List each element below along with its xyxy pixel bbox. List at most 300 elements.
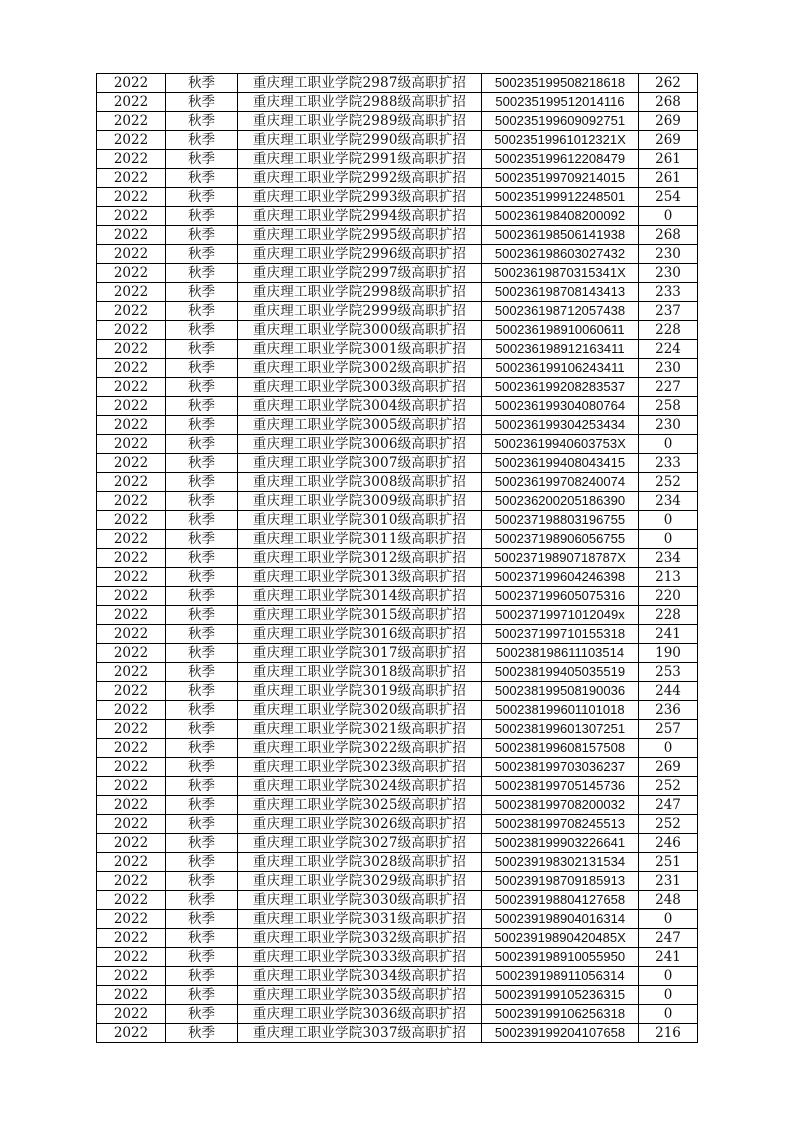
year-cell: 2022 xyxy=(97,188,166,207)
table-row xyxy=(97,131,698,150)
year-cell: 2022 xyxy=(97,549,166,568)
class-name-cell: 重庆理工职业学院3021级高职扩招 xyxy=(238,720,482,739)
table-row xyxy=(97,758,698,777)
year-cell: 2022 xyxy=(97,720,166,739)
score-cell: 261 xyxy=(639,169,698,188)
score-table xyxy=(96,73,698,1043)
season-cell: 秋季 xyxy=(166,93,238,112)
score-cell: 0 xyxy=(639,986,698,1005)
class-name-cell: 重庆理工职业学院3029级高职扩招 xyxy=(238,872,482,891)
id-number-cell: 500235199508218618 xyxy=(482,74,639,93)
year-cell: 2022 xyxy=(97,226,166,245)
class-name-cell: 重庆理工职业学院3004级高职扩招 xyxy=(238,397,482,416)
id-number-cell: 500239198302131534 xyxy=(482,853,639,872)
season-cell: 秋季 xyxy=(166,549,238,568)
id-number-cell: 500236198912163411 xyxy=(482,340,639,359)
class-name-cell: 重庆理工职业学院3028级高职扩招 xyxy=(238,853,482,872)
id-number-cell: 500236198603027432 xyxy=(482,245,639,264)
table-row xyxy=(97,74,698,93)
score-cell: 237 xyxy=(639,302,698,321)
score-cell: 0 xyxy=(639,910,698,929)
score-cell: 0 xyxy=(639,1005,698,1024)
score-cell: 213 xyxy=(639,568,698,587)
table-row xyxy=(97,302,698,321)
class-name-cell: 重庆理工职业学院3002级高职扩招 xyxy=(238,359,482,378)
class-name-cell: 重庆理工职业学院3018级高职扩招 xyxy=(238,663,482,682)
score-cell: 233 xyxy=(639,454,698,473)
id-number-cell: 50023719971012049x xyxy=(482,606,639,625)
table-row xyxy=(97,777,698,796)
class-name-cell: 重庆理工职业学院3027级高职扩招 xyxy=(238,834,482,853)
class-name-cell: 重庆理工职业学院2992级高职扩招 xyxy=(238,169,482,188)
table-row xyxy=(97,340,698,359)
id-number-cell: 500238199601307251 xyxy=(482,720,639,739)
year-cell: 2022 xyxy=(97,739,166,758)
class-name-cell: 重庆理工职业学院3022级高职扩招 xyxy=(238,739,482,758)
id-number-cell: 500238199405035519 xyxy=(482,663,639,682)
season-cell: 秋季 xyxy=(166,74,238,93)
id-number-cell: 500239198904016314 xyxy=(482,910,639,929)
score-cell: 228 xyxy=(639,606,698,625)
season-cell: 秋季 xyxy=(166,1005,238,1024)
score-cell: 268 xyxy=(639,226,698,245)
year-cell: 2022 xyxy=(97,74,166,93)
id-number-cell: 50023519961012321X xyxy=(482,131,639,150)
season-cell: 秋季 xyxy=(166,663,238,682)
year-cell: 2022 xyxy=(97,853,166,872)
season-cell: 秋季 xyxy=(166,682,238,701)
year-cell: 2022 xyxy=(97,530,166,549)
class-name-cell: 重庆理工职业学院2996级高职扩招 xyxy=(238,245,482,264)
season-cell: 秋季 xyxy=(166,587,238,606)
class-name-cell: 重庆理工职业学院3025级高职扩招 xyxy=(238,796,482,815)
year-cell: 2022 xyxy=(97,264,166,283)
year-cell: 2022 xyxy=(97,663,166,682)
year-cell: 2022 xyxy=(97,359,166,378)
year-cell: 2022 xyxy=(97,1024,166,1043)
class-name-cell: 重庆理工职业学院3019级高职扩招 xyxy=(238,682,482,701)
class-name-cell: 重庆理工职业学院2999级高职扩招 xyxy=(238,302,482,321)
season-cell: 秋季 xyxy=(166,644,238,663)
class-name-cell: 重庆理工职业学院3010级高职扩招 xyxy=(238,511,482,530)
id-number-cell: 500239198804127658 xyxy=(482,891,639,910)
score-cell: 230 xyxy=(639,245,698,264)
table-row xyxy=(97,682,698,701)
id-number-cell: 500236198506141938 xyxy=(482,226,639,245)
year-cell: 2022 xyxy=(97,777,166,796)
season-cell: 秋季 xyxy=(166,815,238,834)
score-cell: 254 xyxy=(639,188,698,207)
season-cell: 秋季 xyxy=(166,188,238,207)
year-cell: 2022 xyxy=(97,815,166,834)
year-cell: 2022 xyxy=(97,340,166,359)
score-cell: 0 xyxy=(639,511,698,530)
year-cell: 2022 xyxy=(97,587,166,606)
season-cell: 秋季 xyxy=(166,910,238,929)
year-cell: 2022 xyxy=(97,986,166,1005)
class-name-cell: 重庆理工职业学院3017级高职扩招 xyxy=(238,644,482,663)
class-name-cell: 重庆理工职业学院3026级高职扩招 xyxy=(238,815,482,834)
class-name-cell: 重庆理工职业学院3003级高职扩招 xyxy=(238,378,482,397)
score-cell: 0 xyxy=(639,530,698,549)
class-name-cell: 重庆理工职业学院3008级高职扩招 xyxy=(238,473,482,492)
score-cell: 0 xyxy=(639,435,698,454)
year-cell: 2022 xyxy=(97,872,166,891)
id-number-cell: 500237198906056755 xyxy=(482,530,639,549)
season-cell: 秋季 xyxy=(166,321,238,340)
table-row xyxy=(97,112,698,131)
id-number-cell: 500236198910060611 xyxy=(482,321,639,340)
score-cell: 241 xyxy=(639,948,698,967)
year-cell: 2022 xyxy=(97,758,166,777)
year-cell: 2022 xyxy=(97,701,166,720)
season-cell: 秋季 xyxy=(166,397,238,416)
score-cell: 220 xyxy=(639,587,698,606)
table-row xyxy=(97,1005,698,1024)
class-name-cell: 重庆理工职业学院2997级高职扩招 xyxy=(238,264,482,283)
table-row xyxy=(97,511,698,530)
season-cell: 秋季 xyxy=(166,511,238,530)
class-name-cell: 重庆理工职业学院2987级高职扩招 xyxy=(238,74,482,93)
class-name-cell: 重庆理工职业学院3012级高职扩招 xyxy=(238,549,482,568)
score-cell: 257 xyxy=(639,720,698,739)
table-row xyxy=(97,283,698,302)
year-cell: 2022 xyxy=(97,606,166,625)
score-cell: 247 xyxy=(639,796,698,815)
score-cell: 246 xyxy=(639,834,698,853)
season-cell: 秋季 xyxy=(166,245,238,264)
year-cell: 2022 xyxy=(97,112,166,131)
score-cell: 216 xyxy=(639,1024,698,1043)
id-number-cell: 500237198803196755 xyxy=(482,511,639,530)
id-number-cell: 500237199605075316 xyxy=(482,587,639,606)
table-row xyxy=(97,625,698,644)
id-number-cell: 500237199710155318 xyxy=(482,625,639,644)
year-cell: 2022 xyxy=(97,397,166,416)
score-cell: 247 xyxy=(639,929,698,948)
score-cell: 269 xyxy=(639,131,698,150)
id-number-cell: 500239199105236315 xyxy=(482,986,639,1005)
class-name-cell: 重庆理工职业学院3011级高职扩招 xyxy=(238,530,482,549)
id-number-cell: 500236199106243411 xyxy=(482,359,639,378)
score-cell: 269 xyxy=(639,112,698,131)
id-number-cell: 50023919890420485X xyxy=(482,929,639,948)
id-number-cell: 500238199703036237 xyxy=(482,758,639,777)
season-cell: 秋季 xyxy=(166,150,238,169)
class-name-cell: 重庆理工职业学院3009级高职扩招 xyxy=(238,492,482,511)
score-cell: 230 xyxy=(639,416,698,435)
class-name-cell: 重庆理工职业学院3032级高职扩招 xyxy=(238,929,482,948)
class-name-cell: 重庆理工职业学院3006级高职扩招 xyxy=(238,435,482,454)
score-table-body xyxy=(97,74,698,1043)
table-row xyxy=(97,321,698,340)
table-row xyxy=(97,169,698,188)
year-cell: 2022 xyxy=(97,150,166,169)
score-cell: 0 xyxy=(639,207,698,226)
year-cell: 2022 xyxy=(97,796,166,815)
year-cell: 2022 xyxy=(97,416,166,435)
table-row xyxy=(97,948,698,967)
class-name-cell: 重庆理工职业学院3016级高职扩招 xyxy=(238,625,482,644)
year-cell: 2022 xyxy=(97,682,166,701)
id-number-cell: 500236199408043415 xyxy=(482,454,639,473)
score-cell: 269 xyxy=(639,758,698,777)
year-cell: 2022 xyxy=(97,568,166,587)
id-number-cell: 500238199903226641 xyxy=(482,834,639,853)
season-cell: 秋季 xyxy=(166,112,238,131)
table-row xyxy=(97,967,698,986)
class-name-cell: 重庆理工职业学院3000级高职扩招 xyxy=(238,321,482,340)
year-cell: 2022 xyxy=(97,321,166,340)
season-cell: 秋季 xyxy=(166,454,238,473)
table-row xyxy=(97,815,698,834)
year-cell: 2022 xyxy=(97,511,166,530)
id-number-cell: 500236199208283537 xyxy=(482,378,639,397)
score-cell: 241 xyxy=(639,625,698,644)
id-number-cell: 500239199106256318 xyxy=(482,1005,639,1024)
id-number-cell: 500238199708245513 xyxy=(482,815,639,834)
id-number-cell: 50023619870315341X xyxy=(482,264,639,283)
season-cell: 秋季 xyxy=(166,948,238,967)
season-cell: 秋季 xyxy=(166,473,238,492)
season-cell: 秋季 xyxy=(166,1024,238,1043)
class-name-cell: 重庆理工职业学院2993级高职扩招 xyxy=(238,188,482,207)
season-cell: 秋季 xyxy=(166,416,238,435)
id-number-cell: 500238199705145736 xyxy=(482,777,639,796)
season-cell: 秋季 xyxy=(166,796,238,815)
season-cell: 秋季 xyxy=(166,378,238,397)
year-cell: 2022 xyxy=(97,492,166,511)
table-row xyxy=(97,416,698,435)
score-cell: 258 xyxy=(639,397,698,416)
season-cell: 秋季 xyxy=(166,340,238,359)
season-cell: 秋季 xyxy=(166,986,238,1005)
season-cell: 秋季 xyxy=(166,967,238,986)
class-name-cell: 重庆理工职业学院3023级高职扩招 xyxy=(238,758,482,777)
year-cell: 2022 xyxy=(97,644,166,663)
table-row xyxy=(97,929,698,948)
score-cell: 261 xyxy=(639,150,698,169)
score-cell: 248 xyxy=(639,891,698,910)
id-number-cell: 500236200205186390 xyxy=(482,492,639,511)
id-number-cell: 500238199508190036 xyxy=(482,682,639,701)
season-cell: 秋季 xyxy=(166,568,238,587)
id-number-cell: 500239198910055950 xyxy=(482,948,639,967)
table-row xyxy=(97,93,698,112)
table-row xyxy=(97,454,698,473)
season-cell: 秋季 xyxy=(166,283,238,302)
id-number-cell: 500239199204107658 xyxy=(482,1024,639,1043)
id-number-cell: 500238198611103514 xyxy=(482,644,639,663)
score-cell: 252 xyxy=(639,815,698,834)
year-cell: 2022 xyxy=(97,834,166,853)
season-cell: 秋季 xyxy=(166,701,238,720)
season-cell: 秋季 xyxy=(166,226,238,245)
year-cell: 2022 xyxy=(97,625,166,644)
score-cell: 253 xyxy=(639,663,698,682)
id-number-cell: 500236199708240074 xyxy=(482,473,639,492)
year-cell: 2022 xyxy=(97,245,166,264)
table-row xyxy=(97,492,698,511)
table-row xyxy=(97,226,698,245)
season-cell: 秋季 xyxy=(166,929,238,948)
class-name-cell: 重庆理工职业学院2988级高职扩招 xyxy=(238,93,482,112)
year-cell: 2022 xyxy=(97,967,166,986)
table-row xyxy=(97,264,698,283)
table-row xyxy=(97,663,698,682)
table-row xyxy=(97,796,698,815)
season-cell: 秋季 xyxy=(166,264,238,283)
year-cell: 2022 xyxy=(97,169,166,188)
year-cell: 2022 xyxy=(97,1005,166,1024)
year-cell: 2022 xyxy=(97,378,166,397)
table-row xyxy=(97,188,698,207)
table-row xyxy=(97,245,698,264)
class-name-cell: 重庆理工职业学院3033级高职扩招 xyxy=(238,948,482,967)
season-cell: 秋季 xyxy=(166,359,238,378)
id-number-cell: 500239198709185913 xyxy=(482,872,639,891)
score-cell: 231 xyxy=(639,872,698,891)
id-number-cell: 500238199608157508 xyxy=(482,739,639,758)
table-row xyxy=(97,568,698,587)
id-number-cell: 500236198712057438 xyxy=(482,302,639,321)
id-number-cell: 500238199708200032 xyxy=(482,796,639,815)
table-row xyxy=(97,872,698,891)
table-row xyxy=(97,834,698,853)
class-name-cell: 重庆理工职业学院3014级高职扩招 xyxy=(238,587,482,606)
year-cell: 2022 xyxy=(97,929,166,948)
table-row xyxy=(97,644,698,663)
table-row xyxy=(97,207,698,226)
score-cell: 227 xyxy=(639,378,698,397)
season-cell: 秋季 xyxy=(166,207,238,226)
score-cell: 236 xyxy=(639,701,698,720)
table-row xyxy=(97,986,698,1005)
score-cell: 234 xyxy=(639,492,698,511)
score-cell: 252 xyxy=(639,473,698,492)
table-row xyxy=(97,549,698,568)
season-cell: 秋季 xyxy=(166,131,238,150)
year-cell: 2022 xyxy=(97,207,166,226)
season-cell: 秋季 xyxy=(166,435,238,454)
id-number-cell: 500235199709214015 xyxy=(482,169,639,188)
table-row xyxy=(97,1024,698,1043)
season-cell: 秋季 xyxy=(166,872,238,891)
score-cell: 234 xyxy=(639,549,698,568)
class-name-cell: 重庆理工职业学院3034级高职扩招 xyxy=(238,967,482,986)
class-name-cell: 重庆理工职业学院3005级高职扩招 xyxy=(238,416,482,435)
year-cell: 2022 xyxy=(97,93,166,112)
id-number-cell: 500236199304080764 xyxy=(482,397,639,416)
table-row xyxy=(97,720,698,739)
year-cell: 2022 xyxy=(97,283,166,302)
class-name-cell: 重庆理工职业学院3037级高职扩招 xyxy=(238,1024,482,1043)
class-name-cell: 重庆理工职业学院3024级高职扩招 xyxy=(238,777,482,796)
score-cell: 190 xyxy=(639,644,698,663)
score-cell: 244 xyxy=(639,682,698,701)
score-cell: 262 xyxy=(639,74,698,93)
table-row xyxy=(97,530,698,549)
id-number-cell: 500235199612208479 xyxy=(482,150,639,169)
score-cell: 252 xyxy=(639,777,698,796)
id-number-cell: 500239198911056314 xyxy=(482,967,639,986)
table-row xyxy=(97,701,698,720)
class-name-cell: 重庆理工职业学院3015级高职扩招 xyxy=(238,606,482,625)
year-cell: 2022 xyxy=(97,948,166,967)
year-cell: 2022 xyxy=(97,131,166,150)
class-name-cell: 重庆理工职业学院2994级高职扩招 xyxy=(238,207,482,226)
season-cell: 秋季 xyxy=(166,625,238,644)
year-cell: 2022 xyxy=(97,891,166,910)
class-name-cell: 重庆理工职业学院3035级高职扩招 xyxy=(238,986,482,1005)
year-cell: 2022 xyxy=(97,302,166,321)
season-cell: 秋季 xyxy=(166,720,238,739)
class-name-cell: 重庆理工职业学院3030级高职扩招 xyxy=(238,891,482,910)
table-row xyxy=(97,910,698,929)
season-cell: 秋季 xyxy=(166,853,238,872)
class-name-cell: 重庆理工职业学院3001级高职扩招 xyxy=(238,340,482,359)
table-row xyxy=(97,473,698,492)
id-number-cell: 50023719890718787X xyxy=(482,549,639,568)
season-cell: 秋季 xyxy=(166,492,238,511)
id-number-cell: 500236198708143413 xyxy=(482,283,639,302)
season-cell: 秋季 xyxy=(166,834,238,853)
table-row xyxy=(97,606,698,625)
table-row xyxy=(97,853,698,872)
id-number-cell: 500235199512014116 xyxy=(482,93,639,112)
id-number-cell: 500236199304253434 xyxy=(482,416,639,435)
class-name-cell: 重庆理工职业学院2998级高职扩招 xyxy=(238,283,482,302)
score-cell: 230 xyxy=(639,264,698,283)
score-cell: 0 xyxy=(639,967,698,986)
class-name-cell: 重庆理工职业学院3007级高职扩招 xyxy=(238,454,482,473)
season-cell: 秋季 xyxy=(166,302,238,321)
score-cell: 0 xyxy=(639,739,698,758)
table-row xyxy=(97,891,698,910)
table-row xyxy=(97,378,698,397)
score-cell: 230 xyxy=(639,359,698,378)
class-name-cell: 重庆理工职业学院3020级高职扩招 xyxy=(238,701,482,720)
season-cell: 秋季 xyxy=(166,169,238,188)
year-cell: 2022 xyxy=(97,910,166,929)
table-row xyxy=(97,739,698,758)
score-cell: 228 xyxy=(639,321,698,340)
score-cell: 233 xyxy=(639,283,698,302)
season-cell: 秋季 xyxy=(166,530,238,549)
year-cell: 2022 xyxy=(97,473,166,492)
season-cell: 秋季 xyxy=(166,758,238,777)
class-name-cell: 重庆理工职业学院3013级高职扩招 xyxy=(238,568,482,587)
class-name-cell: 重庆理工职业学院2990级高职扩招 xyxy=(238,131,482,150)
class-name-cell: 重庆理工职业学院3036级高职扩招 xyxy=(238,1005,482,1024)
table-row xyxy=(97,587,698,606)
table-row xyxy=(97,397,698,416)
table-row xyxy=(97,435,698,454)
class-name-cell: 重庆理工职业学院2991级高职扩招 xyxy=(238,150,482,169)
season-cell: 秋季 xyxy=(166,739,238,758)
class-name-cell: 重庆理工职业学院3031级高职扩招 xyxy=(238,910,482,929)
season-cell: 秋季 xyxy=(166,606,238,625)
season-cell: 秋季 xyxy=(166,777,238,796)
year-cell: 2022 xyxy=(97,435,166,454)
score-cell: 224 xyxy=(639,340,698,359)
class-name-cell: 重庆理工职业学院2995级高职扩招 xyxy=(238,226,482,245)
table-row xyxy=(97,150,698,169)
score-cell: 268 xyxy=(639,93,698,112)
year-cell: 2022 xyxy=(97,454,166,473)
season-cell: 秋季 xyxy=(166,891,238,910)
id-number-cell: 500238199601101018 xyxy=(482,701,639,720)
